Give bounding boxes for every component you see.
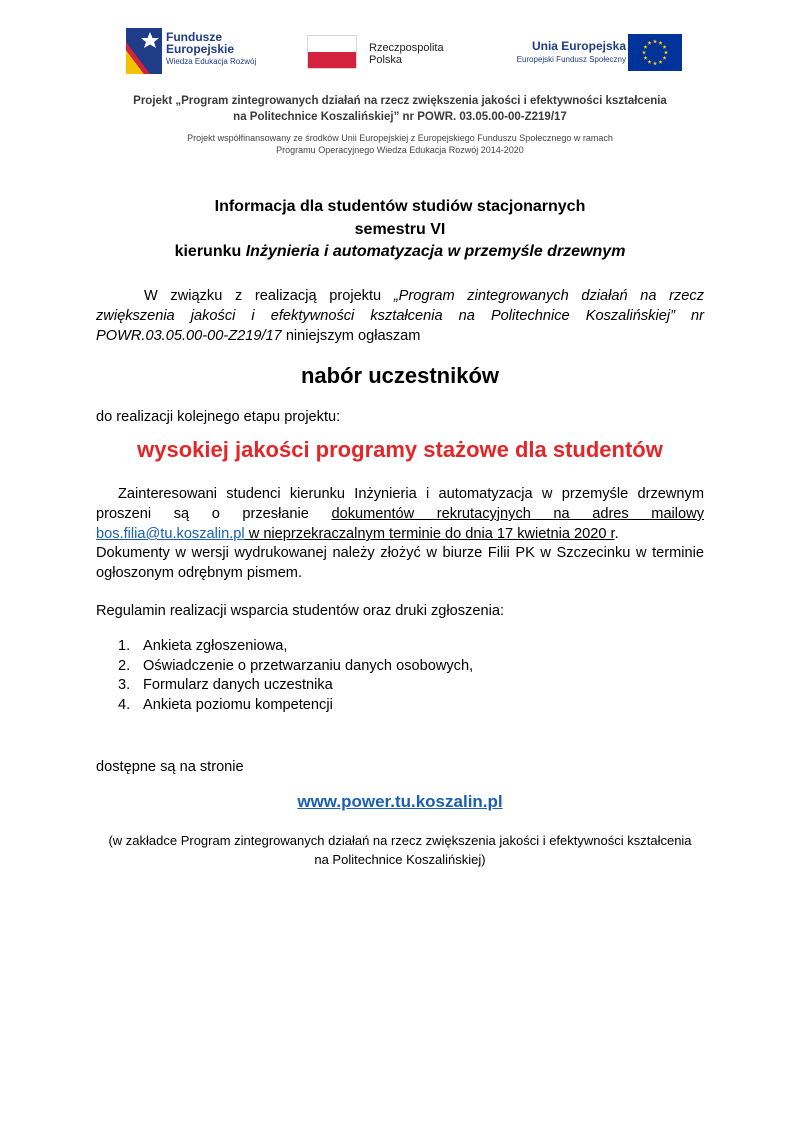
list-item <box>118 657 678 677</box>
list-item <box>118 676 678 696</box>
project-cofinancing-line1: Projekt współfinansowany ze środków Unii Europejskiej z Europejskiego Funduszu Społecznego w ramach <box>187 133 613 143</box>
fundusze-europejskie-mark-icon <box>126 28 162 74</box>
documents-paragraph <box>96 543 704 583</box>
field-of-study: Inżynieria i automatyzacja w przemyśle drzewnym <box>245 243 626 260</box>
page-title-line3 <box>96 241 704 264</box>
eu-star-icon <box>647 60 651 64</box>
project-cofinancing <box>80 132 720 156</box>
intro-paragraph <box>96 286 704 346</box>
tab-note <box>96 831 704 869</box>
application-paragraph: Zainteresowani studenci kierunku Inżynieria i automatyzacja w przemyśle drzewnym proszeni są o przesłanie dokumentów rekrutacyjnych na adres mailowy bos.filia@tu.koszalin.pl w nieprzekraczalnym terminie do dnia 17 kwietnia 2020 r. <box>96 486 704 542</box>
page-title <box>96 196 704 264</box>
eu-star-icon <box>658 60 662 64</box>
project-title-line2: na Politechnice Koszalińskiej” nr POWR. 03.05.00-00-Z219/17 <box>233 111 567 123</box>
intro-project-name: „Program zintegrowanych działań na rzecz zwiększenia jakości i efektywności kształcenia na Politechnice Koszalińskiej” nr POWR.03.05.00-00-Z219/17 <box>96 288 704 344</box>
tab-note-line1: (w zakładce Program zintegrowanych działań na rzecz zwiększenia jakości i efektywności kształcenia <box>108 833 692 848</box>
eu-star-icon <box>662 56 666 60</box>
application-underlined: dokumentów rekrutacyjnych na adres mailowy <box>331 506 704 522</box>
tab-note-line2: na Politechnice Koszalińskiej) <box>314 852 486 867</box>
list-item-number: 4. <box>118 696 131 713</box>
eu-star-icon <box>664 50 668 54</box>
eu-star-icon <box>658 41 662 45</box>
list-item-text: Ankieta zgłoszeniowa, <box>143 638 288 654</box>
list-item-number: 2. <box>118 657 131 674</box>
ue-logo-line2: Europejski Fundusz Społeczny <box>516 55 626 64</box>
eu-star-icon <box>647 41 651 45</box>
regulations-text: Regulamin realizacji wsparcia studentów oraz druki zgłoszenia: <box>96 603 505 619</box>
eu-star-icon <box>653 61 657 65</box>
page-title-line1: Informacja dla studentów studiów stacjonarnych <box>214 198 586 215</box>
list-item-number: 3. <box>118 677 131 693</box>
fundusze-europejskie-logo <box>126 26 276 76</box>
list-item <box>118 696 678 716</box>
rp-logo-line2: Polska <box>369 54 403 66</box>
eu-star-icon <box>662 45 666 49</box>
page-title-line3-prefix: kierunku <box>174 243 246 260</box>
documents-list <box>118 637 678 715</box>
available-text: dostępne są na stronie <box>96 759 244 775</box>
email-link[interactable]: bos.filia@tu.koszalin.pl <box>96 526 245 542</box>
website-heading <box>96 790 704 814</box>
fe-logo-line3: Wiedza Edukacja Rozwój <box>166 57 257 66</box>
application-text: Zainteresowani studenci kierunku Inżynieria i automatyzacja w przemyśle drzewnym proszeni są o przesłanie <box>96 486 704 522</box>
eu-star-icon <box>643 56 647 60</box>
list-item-number: 1. <box>118 638 131 654</box>
list-item <box>118 637 678 657</box>
eu-star-icon <box>643 45 647 49</box>
eu-star-icon <box>653 39 657 43</box>
deadline-text: w nieprzekraczalnym terminie do dnia 17 kwietnia 2020 r <box>244 526 615 542</box>
ue-logo-line1: Unia Europejska <box>531 39 626 53</box>
list-item-text: Formularz danych uczestnika <box>143 677 333 693</box>
intro-prefix: W związku z realizacją projektu <box>144 288 394 304</box>
page-title-line2: semestru VI <box>354 220 446 238</box>
rzeczpospolita-polska-logo <box>307 26 467 76</box>
fe-logo-line1: Fundusze <box>166 30 222 44</box>
fe-logo-line2: Europejskie <box>166 42 235 56</box>
project-title <box>80 93 720 125</box>
recruitment-heading: nabór uczestników <box>300 363 500 388</box>
intro-suffix: niniejszym ogłaszam <box>281 328 421 344</box>
rp-logo-line1: Rzeczpospolita <box>369 42 444 54</box>
project-title-line1: Projekt „Program zintegrowanych działań na rzecz zwiększenia jakości i efektywności kształcenia <box>133 95 667 107</box>
lead-text: do realizacji kolejnego etapu projektu: <box>96 409 341 425</box>
internship-highlight: wysokiej jakości programy stażowe dla studentów <box>137 437 663 462</box>
list-item-text: Ankieta poziomu kompetencji <box>143 696 333 713</box>
logo-bar <box>0 26 800 76</box>
project-cofinancing-line2: Programu Operacyjnego Wiedza Edukacja Rozwój 2014-2020 <box>276 145 524 155</box>
eu-flag-icon <box>628 34 682 71</box>
unia-europejska-logo <box>496 26 682 76</box>
documents-text: Dokumenty w wersji wydrukowanej należy złożyć w biurze Filii PK w Szczecinku w terminie ogłoszonym odrębnym pismem. <box>96 545 704 581</box>
polish-flag-icon <box>307 35 357 69</box>
eu-star-icon <box>642 50 646 54</box>
website-link[interactable]: www.power.tu.koszalin.pl <box>297 792 503 811</box>
list-item-text: Oświadczenie o przetwarzaniu danych osobowych, <box>143 657 474 674</box>
